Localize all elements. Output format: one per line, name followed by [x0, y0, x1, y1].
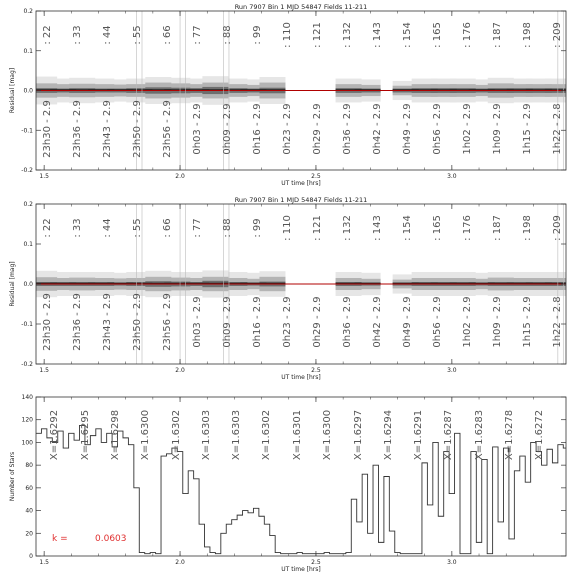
x-tick-label: 1.5 [39, 173, 49, 180]
airmass-label: X=1.6300 [322, 409, 333, 461]
y-tick-label: 120 [21, 416, 33, 424]
y-tick-label: -0.2 [21, 361, 33, 368]
airmass-label: X=1.6302 [171, 409, 182, 461]
field-coord-label: 0h03 - 2.9 [192, 296, 203, 348]
airmass-label: X=1.6297 [353, 409, 364, 461]
y-tick-label: 0.2 [23, 201, 33, 208]
field-coord-label: 23h43 - 2.9 [102, 293, 113, 351]
y-tick-label: 0.1 [23, 47, 33, 55]
field-coord-label: 1h02 - 2.9 [462, 103, 473, 155]
x-tick-label: 1.5 [39, 559, 49, 566]
field-coord-label: 0h09 - 2.9 [222, 103, 233, 155]
field-coord-label: 0h49 - 2.9 [402, 103, 413, 155]
field-coord-label: 0h56 - 2.9 [432, 296, 443, 348]
field-coord-label: 23h30 - 2.9 [42, 100, 53, 158]
field-coord-label: 0h09 - 2.9 [222, 296, 233, 348]
field-coord-label: 0h23 - 2.9 [282, 296, 293, 348]
field-top-label: : 22 [42, 25, 53, 45]
airmass-label: X=1.6298 [110, 409, 121, 461]
x-tick-label: 2.0 [175, 173, 185, 180]
x-tick-label: 2.0 [175, 559, 185, 566]
airmass-label: X=1.6303 [201, 409, 212, 461]
field-top-label: : 176 [462, 215, 473, 241]
airmass-label: X=1.6292 [49, 409, 60, 461]
airmass-label: X=1.6272 [534, 409, 545, 461]
field-top-label: : 88 [222, 25, 233, 45]
x-tick-label: 2.5 [311, 173, 321, 180]
airmass-label: X=1.6278 [504, 409, 515, 461]
y-tick-label: -0.1 [21, 127, 33, 135]
airmass-label: X=1.6294 [383, 409, 394, 461]
x-tick-label: 3.0 [447, 367, 457, 374]
field-coord-label: 0h42 - 2.9 [372, 296, 383, 348]
x-axis-label: UT time [hrs] [281, 566, 321, 573]
field-top-label: : 198 [522, 215, 533, 241]
field-coord-label: 23h50 - 2.9 [132, 100, 143, 158]
field-coord-label: 1h15 - 2.9 [522, 296, 533, 348]
field-top-label: : 77 [192, 218, 203, 238]
field-top-label: : 143 [372, 215, 383, 241]
field-top-label: : 99 [252, 218, 263, 238]
field-top-label: : 198 [522, 22, 533, 48]
x-tick-label: 2.5 [311, 559, 321, 566]
panel-3 [9, 394, 569, 573]
field-coord-label: 23h36 - 2.9 [72, 293, 83, 351]
panel-2 [9, 196, 571, 381]
field-coord-label: 1h15 - 2.9 [522, 103, 533, 155]
field-coord-label: 0h16 - 2.9 [252, 296, 263, 348]
x-axis-label: UT time [hrs] [281, 374, 321, 381]
field-coord-label: 0h29 - 2.9 [312, 296, 323, 348]
field-coord-label: 1h22 - 2.8 [552, 296, 563, 348]
field-top-label: : 143 [372, 22, 383, 48]
airmass-label: X=1.6291 [413, 409, 424, 461]
airmass-label: X=1.6301 [292, 409, 303, 461]
field-top-label: : 55 [132, 218, 143, 238]
y-tick-label: 0.1 [23, 241, 33, 248]
field-top-label: : 154 [402, 22, 413, 48]
field-top-label: : 121 [312, 215, 323, 241]
field-coord-label: 23h56 - 2.9 [162, 293, 173, 351]
field-coord-label: 0h36 - 2.9 [342, 103, 353, 155]
field-top-label: : 77 [192, 25, 203, 45]
field-coord-label: 0h49 - 2.9 [402, 296, 413, 348]
field-coord-label: 1h22 - 2.8 [552, 103, 563, 155]
panel-title: Run 7907 Bin 1 MJD 54847 Fields 11-211 [234, 196, 368, 204]
x-tick-label: 3.0 [447, 173, 457, 180]
airmass-label: X=1.6303 [231, 409, 242, 461]
field-coord-label: 0h56 - 2.9 [432, 103, 443, 155]
y-axis-label: Number of Stars [9, 451, 16, 502]
field-coord-label: 0h03 - 2.9 [192, 103, 203, 155]
field-top-label: : 33 [72, 25, 83, 45]
airmass-label: X=1.6295 [80, 409, 91, 461]
panel-1 [9, 3, 571, 187]
field-coord-label: 23h36 - 2.9 [72, 100, 83, 158]
field-top-label: : 165 [432, 215, 443, 241]
y-tick-label: -0.2 [21, 167, 33, 174]
field-top-label: : 209 [552, 22, 563, 48]
field-top-label: : 132 [342, 215, 353, 241]
airmass-label: X=1.6300 [140, 409, 151, 461]
y-tick-label: 40 [25, 507, 33, 515]
field-coord-label: 23h56 - 2.9 [162, 100, 173, 158]
field-coord-label: 1h09 - 2.9 [492, 296, 503, 348]
y-tick-label: 20 [25, 530, 33, 538]
field-top-label: : 132 [342, 22, 353, 48]
field-top-label: : 209 [552, 215, 563, 241]
y-tick-label: 0.2 [23, 8, 33, 15]
y-tick-label: 140 [21, 394, 33, 401]
airmass-label: X=1.6302 [261, 409, 272, 461]
field-top-label: : 44 [102, 25, 113, 45]
field-top-label: : 187 [492, 215, 503, 241]
y-axis-label: Residual [mag] [9, 261, 16, 307]
field-top-label: : 165 [432, 22, 443, 48]
field-top-label: : 176 [462, 22, 473, 48]
field-coord-label: 0h16 - 2.9 [252, 103, 263, 155]
field-coord-label: 1h02 - 2.9 [462, 296, 473, 348]
x-tick-label: 1.5 [39, 367, 49, 374]
field-top-label: : 88 [222, 218, 233, 238]
y-axis-label: Residual [mag] [9, 67, 16, 114]
field-top-label: : 22 [42, 218, 53, 238]
field-top-label: : 187 [492, 22, 503, 48]
field-top-label: : 154 [402, 215, 413, 241]
x-tick-label: 2.0 [175, 367, 185, 374]
y-tick-label: 100 [21, 439, 33, 447]
field-coord-label: 0h29 - 2.9 [312, 103, 323, 155]
y-tick-label: 60 [25, 484, 33, 492]
field-top-label: : 44 [102, 218, 113, 238]
y-tick-label: -0.1 [21, 321, 33, 328]
y-tick-label: 0.0 [23, 281, 33, 288]
y-tick-label: 80 [25, 462, 33, 470]
field-coord-label: 23h50 - 2.9 [132, 293, 143, 351]
field-coord-label: 23h43 - 2.9 [102, 100, 113, 158]
field-top-label: : 99 [252, 25, 263, 45]
field-coord-label: 23h30 - 2.9 [42, 293, 53, 351]
x-tick-label: 3.0 [447, 559, 457, 566]
x-axis-label: UT time [hrs] [281, 180, 321, 187]
y-tick-label: 0 [29, 553, 33, 560]
field-top-label: : 66 [162, 218, 173, 238]
k-value: 0.0603 [95, 534, 127, 544]
field-top-label: : 110 [282, 215, 293, 241]
x-tick-label: 2.5 [311, 367, 321, 374]
airmass-label: X=1.6283 [474, 409, 485, 461]
field-top-label: : 55 [132, 25, 143, 45]
k-label: k = [52, 534, 68, 544]
field-coord-label: 0h42 - 2.9 [372, 103, 383, 155]
airmass-label: X=1.6287 [443, 409, 454, 461]
y-tick-label: 0.0 [23, 87, 33, 95]
field-top-label: : 66 [162, 25, 173, 45]
field-coord-label: 1h09 - 2.9 [492, 103, 503, 155]
field-top-label: : 121 [312, 22, 323, 48]
panel-title: Run 7907 Bin 1 MJD 54847 Fields 11-211 [234, 3, 368, 11]
field-coord-label: 0h23 - 2.9 [282, 103, 293, 155]
field-coord-label: 0h36 - 2.9 [342, 296, 353, 348]
field-top-label: : 110 [282, 22, 293, 48]
field-top-label: : 33 [72, 218, 83, 238]
